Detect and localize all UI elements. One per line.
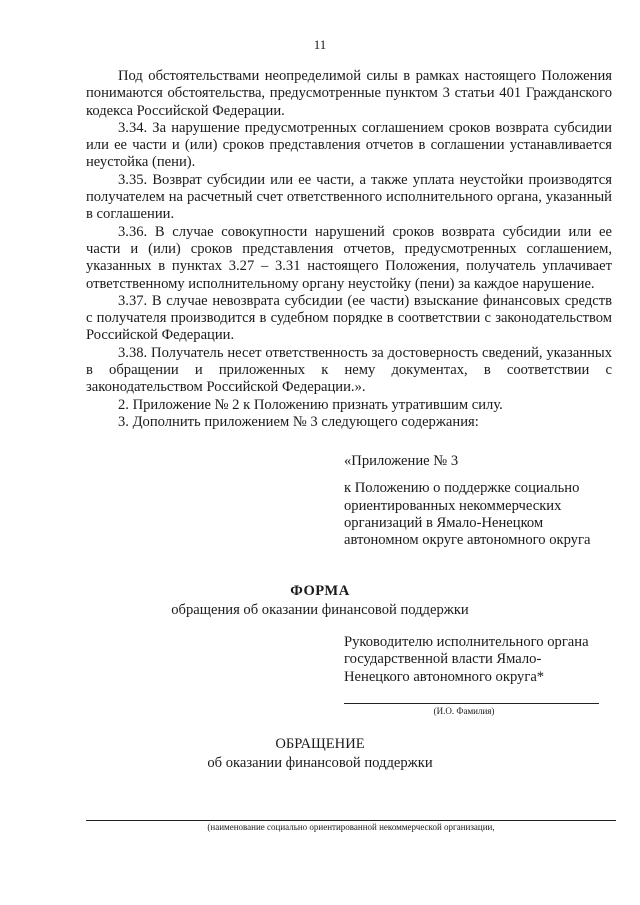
appendix-line: организаций в Ямало-Ненецком: [344, 514, 544, 531]
addressee-line: государственной власти Ямало-: [344, 651, 542, 668]
paragraph-force-majeure: Под обстоятельствами неопределимой силы в рамках настоящего Положения понимаются обстоятельства, предусмотренные пунктом 3 статьи 401 Гражданского кодекса Российской Федерации.: [86, 68, 612, 119]
appeal-title: ОБРАЩЕНИЕ: [275, 736, 365, 752]
addressee-line: Руководителю исполнительного органа: [344, 634, 589, 650]
organization-name-line: [86, 820, 616, 821]
appeal-subtitle: об оказании финансовой поддержки: [207, 755, 433, 771]
appendix-header: [344, 453, 614, 549]
signature-line: [344, 703, 599, 704]
appendix-line: автономном округе автономного округа: [344, 532, 591, 549]
paragraph-3-34: 3.34. За нарушение предусмотренных соглашением сроков возврата субсидии или ее части и (или) сроков представления отчетов в соглашении устанавливается неустойка (пени).: [86, 119, 612, 171]
paragraph-3-38: 3.38. Получатель несет ответственность за достоверность сведений, указанных в обращении и приложенных к нему документах, в соответствии с законодательством Российской Федерации.».: [86, 344, 612, 396]
paragraph-3-35: 3.35. Возврат субсидии или ее части, а также уплата неустойки производятся получателем на расчетный счет ответственного исполнительного органа, указанный в соглашении.: [86, 171, 612, 223]
appendix-line: к Положению о поддержке социально: [344, 480, 580, 497]
paragraph-item-3: 3. Дополнить приложением № 3 следующего содержания:: [118, 413, 479, 430]
paragraph-item-2: 2. Приложение № 2 к Положению признать утратившим силу.: [118, 396, 503, 413]
regulation-text: [86, 68, 612, 431]
signature-caption: (И.О. Фамилия): [433, 706, 495, 716]
appendix-title: «Приложение № 3: [344, 453, 459, 469]
page-number: 11: [313, 37, 327, 52]
paragraph-3-36: 3.36. В случае совокупности нарушений сроков возврата субсидии или ее части и (или) сроков представления отчетов, предусмотренных соглашением, указанных в пунктах 3.27 – 3.31 настоящего Положения, получатель уплачивает ответственному исполнительному органу неустойку (пени) за каждое нарушение.: [86, 223, 612, 292]
addressee-line: Ненецкого автономного округа*: [344, 668, 545, 685]
organization-name-caption: (наименование социально ориентированной некоммерческой организации,: [207, 822, 495, 832]
paragraph-3-37: 3.37. В случае невозврата субсидии (ее части) взыскание финансовых средств с получателя производится в судебном порядке в соответствии с законодательством Российской Федерации.: [86, 292, 612, 344]
form-title: ФОРМА: [290, 583, 350, 599]
appendix-line: ориентированных некоммерческих: [344, 497, 562, 514]
addressee-block: [344, 634, 616, 686]
form-subtitle: обращения об оказании финансовой поддержки: [171, 602, 469, 618]
